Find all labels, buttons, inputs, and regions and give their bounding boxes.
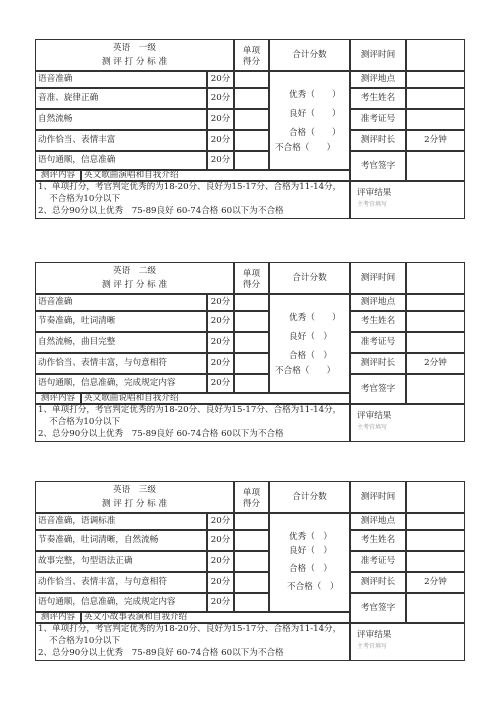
grade-fail[interactable]: 不合格（ ） bbox=[275, 366, 336, 376]
grade-box bbox=[269, 71, 350, 170]
form-subtitle: 测 评 打 分 标 准 bbox=[101, 499, 168, 509]
item-score-label: 单项得分 bbox=[242, 269, 261, 290]
note-1-cont: 不合格为10分以下 bbox=[49, 417, 121, 427]
content-label: 测评内容 bbox=[40, 393, 76, 403]
note-2: 2、总分90分以上优秀 75-89良好 60-74合格 60以下为不合格 bbox=[38, 648, 284, 658]
examiner-sign-label: 考官签字 bbox=[360, 384, 396, 394]
item-score-input-2[interactable] bbox=[234, 311, 269, 332]
criteria-label-2: 节奏准确，吐词清晰，自然流畅 bbox=[38, 535, 159, 545]
grade-box bbox=[269, 513, 350, 612]
criteria-label-5: 语句通顺，信息准确，完成规定内容 bbox=[38, 597, 176, 607]
item-score-input-5[interactable] bbox=[234, 374, 269, 393]
criteria-label-4: 动作恰当、表情丰富，与句意相符 bbox=[38, 577, 167, 587]
item-score-input-1[interactable] bbox=[234, 71, 269, 88]
content-label: 测评内容 bbox=[40, 170, 76, 180]
criteria-label-5: 语句通顺，信息准确 bbox=[38, 155, 116, 165]
test-place-field[interactable] bbox=[406, 71, 465, 88]
note-1: 1、单项打分，考官判定优秀的为18-20分、良好为15-17分、合格为11-14分， bbox=[38, 405, 342, 415]
note-1: 1、单项打分，考官判定优秀的为18-20分、良好为15-17分、合格为11-14分， bbox=[38, 182, 342, 192]
criteria-score-5: 20分 bbox=[210, 378, 231, 388]
item-score-input-3[interactable] bbox=[234, 109, 269, 130]
grade-excellent[interactable]: 优秀（ ） bbox=[289, 90, 341, 100]
item-score-input-3[interactable] bbox=[234, 551, 269, 572]
criteria-score-4: 20分 bbox=[210, 358, 231, 368]
examiner-sign-field[interactable] bbox=[406, 151, 465, 181]
test-place-label: 测评地点 bbox=[360, 516, 396, 526]
criteria-score-3: 20分 bbox=[210, 556, 231, 566]
test-time-label: 测评时间 bbox=[360, 492, 396, 502]
total-score-label: 合计分数 bbox=[292, 50, 327, 60]
form-title: 英语 二级 bbox=[113, 266, 156, 276]
grade-good[interactable]: 良好（ ） bbox=[289, 332, 332, 342]
form-title: 英语 三级 bbox=[113, 485, 156, 495]
grade-excellent[interactable]: 优秀（ ） bbox=[289, 532, 332, 542]
criteria-score-4: 20分 bbox=[210, 577, 231, 587]
examiner-sign-field[interactable] bbox=[406, 374, 465, 404]
criteria-score-1: 20分 bbox=[210, 516, 231, 526]
examiner-sign-label: 考官签字 bbox=[360, 603, 396, 613]
criteria-score-5: 20分 bbox=[210, 597, 231, 607]
criteria-label-3: 故事完整，句型语法正确 bbox=[38, 556, 133, 566]
item-score-input-1[interactable] bbox=[234, 294, 269, 311]
review-cell[interactable] bbox=[350, 181, 465, 219]
test-place-field[interactable] bbox=[406, 294, 465, 311]
ticket-no-label: 准考证号 bbox=[360, 114, 396, 124]
criteria-score-1: 20分 bbox=[210, 74, 231, 84]
criteria-score-2: 20分 bbox=[210, 535, 231, 545]
criteria-label-4: 动作恰当、表情丰富，与句意相符 bbox=[38, 358, 167, 368]
form-title: 英语 一级 bbox=[113, 43, 156, 53]
student-name-field[interactable] bbox=[406, 530, 465, 551]
criteria-score-4: 20分 bbox=[210, 135, 231, 145]
student-name-label: 考生姓名 bbox=[360, 316, 396, 326]
item-score-input-5[interactable] bbox=[234, 593, 269, 612]
test-time-field[interactable] bbox=[406, 481, 465, 513]
score-form-3 bbox=[35, 481, 465, 684]
grade-excellent[interactable]: 优秀（ ） bbox=[289, 313, 341, 323]
criteria-score-3: 20分 bbox=[210, 114, 231, 124]
criteria-score-3: 20分 bbox=[210, 337, 231, 347]
criteria-label-4: 动作恰当、表情丰富 bbox=[38, 135, 116, 145]
student-name-label: 考生姓名 bbox=[360, 535, 396, 545]
form-subtitle: 测 评 打 分 标 准 bbox=[101, 280, 168, 290]
content-value: 英文歌曲演唱和自我介绍 bbox=[84, 170, 179, 180]
duration-value: 2分钟 bbox=[424, 358, 447, 368]
grade-fail[interactable]: 不合格（ ） bbox=[275, 143, 336, 153]
review-hint: 主考官填写 bbox=[357, 201, 388, 208]
test-time-field[interactable] bbox=[406, 262, 465, 294]
test-place-label: 测评地点 bbox=[360, 297, 396, 307]
criteria-label-2: 节奏准确，吐词清晰 bbox=[38, 316, 116, 326]
test-time-label: 测评时间 bbox=[360, 50, 396, 60]
review-result-label: 评审结果 bbox=[357, 411, 392, 421]
criteria-score-2: 20分 bbox=[210, 93, 231, 103]
criteria-label-2: 音准、旋律正确 bbox=[38, 93, 99, 103]
review-hint: 主考官填写 bbox=[357, 424, 388, 431]
total-score-label: 合计分数 bbox=[292, 273, 327, 283]
grade-pass[interactable]: 合格（ ） bbox=[289, 128, 341, 138]
note-1-cont: 不合格为10分以下 bbox=[49, 194, 121, 204]
item-score-input-3[interactable] bbox=[234, 332, 269, 353]
test-time-label: 测评时间 bbox=[360, 273, 396, 283]
item-score-input-1[interactable] bbox=[234, 513, 269, 530]
duration-label: 测评时长 bbox=[360, 135, 396, 145]
review-result-label: 评审结果 bbox=[357, 630, 392, 640]
item-score-input-4[interactable] bbox=[234, 572, 269, 593]
review-cell[interactable] bbox=[350, 404, 465, 442]
grade-box bbox=[269, 294, 350, 393]
criteria-score-2: 20分 bbox=[210, 316, 231, 326]
duration-value: 2分钟 bbox=[424, 135, 447, 145]
ticket-no-label: 准考证号 bbox=[360, 556, 396, 566]
item-score-input-4[interactable] bbox=[234, 130, 269, 151]
criteria-score-5: 20分 bbox=[210, 155, 231, 165]
ticket-no-field[interactable] bbox=[406, 551, 465, 572]
criteria-score-1: 20分 bbox=[210, 297, 231, 307]
student-name-field[interactable] bbox=[406, 88, 465, 109]
total-score-label: 合计分数 bbox=[292, 492, 327, 502]
grade-good[interactable]: 良好（ ） bbox=[289, 109, 341, 119]
ticket-no-field[interactable] bbox=[406, 109, 465, 130]
score-form-1 bbox=[35, 39, 465, 242]
duration-value: 2分钟 bbox=[424, 577, 447, 587]
note-2: 2、总分90分以上优秀 75-89良好 60-74合格 60以下为不合格 bbox=[38, 206, 284, 216]
duration-label: 测评时长 bbox=[360, 358, 396, 368]
criteria-label-5: 语句通顺，信息准确，完成规定内容 bbox=[38, 378, 176, 388]
criteria-label-1: 语音准确，语调标准 bbox=[38, 516, 116, 526]
item-score-input-4[interactable] bbox=[234, 353, 269, 374]
item-score-label: 单项得分 bbox=[242, 46, 261, 67]
ticket-no-field[interactable] bbox=[406, 332, 465, 353]
note-1-cont: 不合格为10分以下 bbox=[49, 636, 121, 646]
ticket-no-label: 准考证号 bbox=[360, 337, 396, 347]
criteria-label-3: 自然流畅，曲目完整 bbox=[38, 337, 116, 347]
content-value: 英文歌曲说唱和自我介绍 bbox=[84, 393, 179, 403]
criteria-label-1: 语音准确 bbox=[38, 297, 73, 307]
student-name-label: 考生姓名 bbox=[360, 93, 396, 103]
examiner-sign-field[interactable] bbox=[406, 593, 465, 623]
duration-label: 测评时长 bbox=[360, 577, 396, 587]
test-place-label: 测评地点 bbox=[360, 74, 396, 84]
score-form-2 bbox=[35, 262, 465, 465]
criteria-label-3: 自然流畅 bbox=[38, 114, 73, 124]
item-score-input-2[interactable] bbox=[234, 530, 269, 551]
note-2: 2、总分90分以上优秀 75-89良好 60-74合格 60以下为不合格 bbox=[38, 429, 284, 439]
test-time-field[interactable] bbox=[406, 39, 465, 71]
test-place-field[interactable] bbox=[406, 513, 465, 530]
item-score-label: 单项得分 bbox=[242, 488, 261, 509]
note-1: 1、单项打分，考官判定优秀的为18-20分、良好为15-17分、合格为11-14分， bbox=[38, 624, 342, 634]
content-value: 英文小故事表演和自我介绍 bbox=[84, 612, 188, 622]
grade-pass[interactable]: 合格（ ） bbox=[289, 351, 332, 361]
item-score-input-2[interactable] bbox=[234, 88, 269, 109]
criteria-label-1: 语音准确 bbox=[38, 74, 73, 84]
student-name-field[interactable] bbox=[406, 311, 465, 332]
grade-fail[interactable]: 不合格（ ） bbox=[287, 582, 339, 592]
examiner-sign-label: 考官签字 bbox=[360, 161, 396, 171]
review-hint: 主考官填写 bbox=[357, 643, 388, 650]
form-subtitle: 测 评 打 分 标 准 bbox=[101, 57, 168, 67]
grade-pass[interactable]: 合格（ ） bbox=[289, 564, 332, 574]
review-result-label: 评审结果 bbox=[357, 188, 392, 198]
content-label: 测评内容 bbox=[40, 612, 76, 622]
item-score-input-5[interactable] bbox=[234, 151, 269, 170]
review-cell[interactable] bbox=[350, 623, 465, 661]
grade-good[interactable]: 良好（ ） bbox=[289, 546, 332, 556]
